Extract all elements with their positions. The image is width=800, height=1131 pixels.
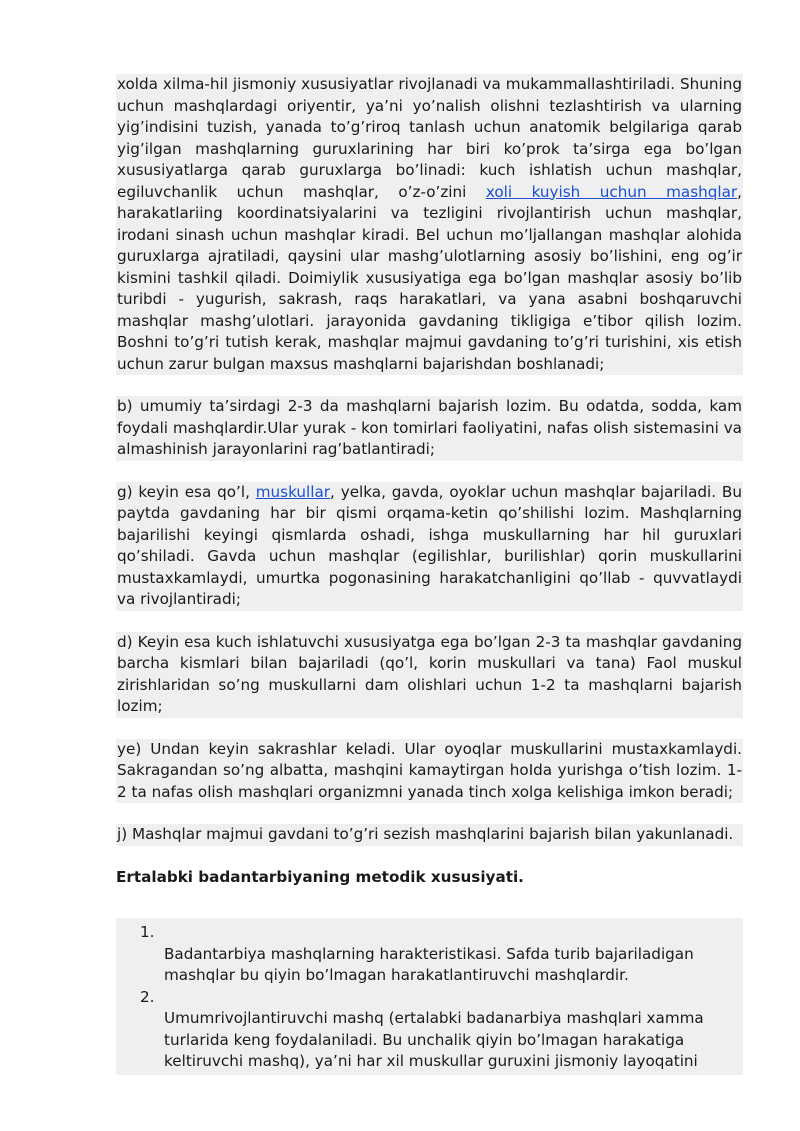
paragraph-text: g) keyin esa qo’l, — [117, 482, 256, 501]
list-item — [116, 922, 743, 987]
paragraph-g — [116, 482, 743, 611]
document-body — [116, 74, 743, 1075]
paragraph-b: b) umumiy ta’sirdagi 2-3 da mashqlarni bajarish lozim. Bu odatda, sodda, kam foydali mashqlardir.Ular yurak - kon tomirlari faoliyatini, nafas olish sistemasini va almashinish jarayonlarini rag’batlantiradi; — [116, 396, 743, 461]
paragraph-ye: ye) Undan keyin sakrashlar keladi. Ular oyoqlar muskullarini mustaxkamlaydi. Sakragandan so’ng albatta, mashqini kamaytirgan hoIda yurishga o’tish lozim. 1-2 ta nafas olish mashqlari organizmni yanada tinch xolga kelishiga imkon beradi; — [116, 739, 743, 804]
numbered-list — [116, 918, 743, 1075]
list-item — [116, 987, 743, 1073]
paragraph-text: , harakatlariing koordinatsiyalarini va tezligini rivojlantirish uchun mashqlar, irodani sinash uchun mashqlar kiradi. Bel uchun mo’ljallangan mashqlar alohida guruxlarga ajratiladi, qaysini ular mashg’ulotlarning asosiy bo’lishini, eng og’ir kismini tashkil qiladi. Doimiylik xususiyatiga ega bo’lgan mashqlar asosiy bo’lib turibdi - yugurish, sakrash, raqs harakatlari, va yana asabni boshqaruvchi mashqlar mashg’ulotlari. jarayonida gavdaning tikligiga e’tibor qilish lozim. Boshni to’g’ri tutish kerak, mashqlar majmui gavdaning to’g’ri turishini, xis etish uchun zarur bulgan maxsus mashqlarni bajarishdan boshlanadi; — [117, 182, 742, 373]
paragraph-d: d) Keyin esa kuch ishlatuvchi xususiyatga ega bo’lgan 2-3 ta mashqlar gavdaning barcha kismlari bilan bajariladi (qo’l, korin muskullari va tana) Faol muskul zirishlaridan so’ng muskullarni dam olishlari uchun 1-2 ta mashqlarni bajarish lozim; — [116, 632, 743, 718]
list-number: 1. — [140, 923, 155, 941]
link-muscles[interactable]: muskullar — [255, 482, 331, 501]
list-item-text: Badantarbiya mashqlarning harakteristikasi. Safda turib bajariladigan mashqlar bu qiyin bo’lmagan harakatlantiruvchi mashqlardir. — [164, 944, 694, 984]
list-item-text: Umumrivojlantiruvchi mashq (ertalabki badanarbiya mashqlari xamma turlarida keng foydalaniladi. Bu unchalik qiyin bo’lmagan harakatiga keltiruvchi mashq), ya’ni har xil muskullar guruxini jismoniy layoqatini — [164, 1009, 704, 1070]
paragraph-exercise-groups — [116, 74, 743, 375]
list-number: 2. — [140, 987, 155, 1006]
paragraph-text: , yelka, gavda, oyoklar uchun mashqlar bajariladi. Bu paytda gavdaning har bir qismi orqama-ketin qo’shilishi lozim. Mashqlarning bajarilishi keyingi qismlarda oshadi, ishga muskullarning har hil guruxlari qo’shiladi. Gavda uchun mashqlar (egilishlar, burilishlar) qorin muskullarini mustaxkamlaydi, umurtka pogonasining harakatchanligini qo’llab - quvvatlaydi va rivojlantiradi; — [117, 482, 742, 608]
section-heading: Ertalabki badantarbiyaning metodik xususiyati. — [116, 867, 524, 886]
link-balance-exercises[interactable]: xoli kuyish uchun mashqlar — [485, 182, 738, 201]
paragraph-j: j) Mashqlar majmui gavdani to’g’ri sezish mashqlarini bajarish bilan yakunlanadi. — [116, 824, 743, 846]
paragraph-text: xolda xilma-hil jismoniy xususiyatlar rivojlanadi va mukammallashtiriladi. Shuning uchun mashqlardagi oriyentir, ya’ni yo’nalish olishni tezlashtirish va ularning yig’indisini tuzish, yanada to’g’riroq tanlash uchun anatomik belgilariga qarab yig’ilgan mashqlarning guruxlarining har biri ko’prok ta’sirga ega bo’lgan xususiyatlarga qarab guruxlarga bo’linadi: kuch ishlatish uchun mashqlar, egiluvchanlik uchun mashqlar, o’z-o’zini — [117, 75, 742, 201]
